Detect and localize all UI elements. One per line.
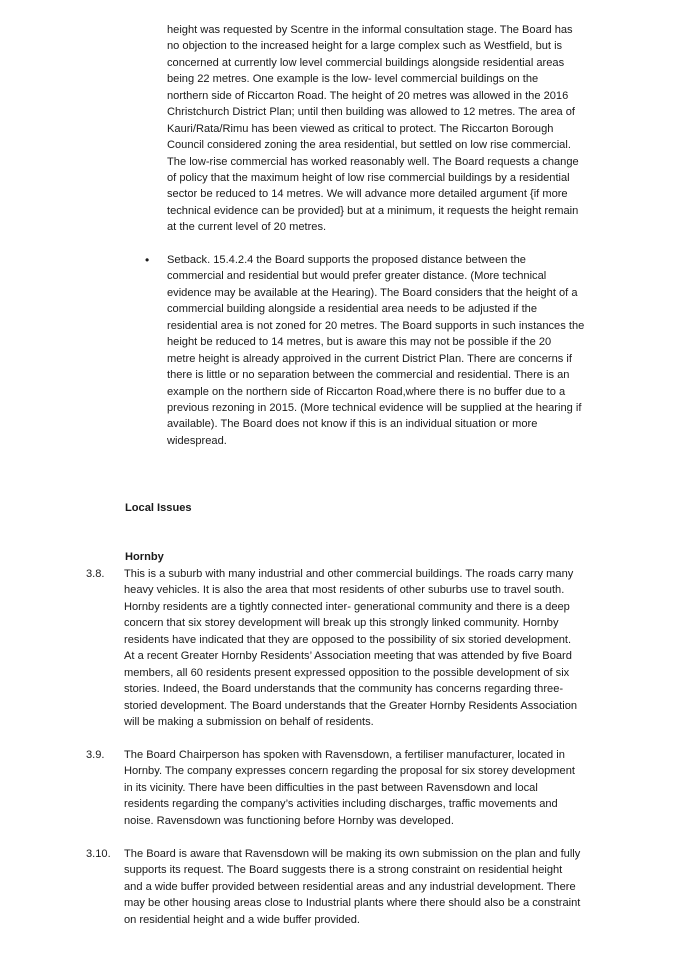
paragraph-line: northern side of Riccarton Road. The height of 20 metres was allowed in the 2016 xyxy=(167,89,569,102)
paragraph-line: may be other housing areas close to Industrial plants where there should also be a constraint xyxy=(124,897,581,910)
paragraph-line: At a recent Greater Hornby Residents’ Association meeting that was attended by five Board xyxy=(124,650,572,663)
paragraph-line: widespread. xyxy=(167,434,227,447)
paragraph-line: on residential height and a wide buffer provided. xyxy=(124,913,361,926)
paragraph-line: commercial building alongside a residential area needs to be adjusted if the xyxy=(167,303,538,316)
paragraph-line: Hornby. The company expresses concern regarding the proposal for six storey development xyxy=(124,765,575,778)
paragraph-line: heavy vehicles. It is also the area that most residents of other suburbs use to travel south. xyxy=(124,584,565,597)
paragraph-line: Council considered zoning the area residential, but settled on low rise commercial. xyxy=(167,139,571,152)
item-3-9-paragraph xyxy=(124,747,575,829)
paragraph-line: no objection to the increased height for a large complex such as Westfield, but is xyxy=(167,40,563,53)
subheading-hornby: Hornby xyxy=(125,551,164,563)
paragraph-line: concern that six storey development will break up this strongly linked community. Hornby xyxy=(124,617,559,630)
paragraph-line: being 22 metres. One example is the low- level commercial buildings on the xyxy=(167,73,539,86)
paragraph-line: The Board is aware that Ravensdown will be making its own submission on the plan and fully xyxy=(124,848,581,860)
paragraph-line: example on the northern side of Riccarton Road,where there is no buffer due to a xyxy=(167,385,566,398)
paragraph-line: technical evidence can be provided} but at a minimum, it requests the height remain xyxy=(167,204,579,217)
paragraph-line: concerned at currently low level commercial buildings alongside residential areas xyxy=(167,56,565,69)
paragraph-line: in its vicinity. There have been difficulties in the past between Ravensdown and local xyxy=(124,781,538,794)
paragraph-line: previous rezoning in 2015. (More technical evidence will be supplied at the hearing if xyxy=(167,401,582,414)
paragraph-line: This is a suburb with many industrial and other commercial buildings. The roads carry many xyxy=(124,568,574,580)
paragraph-line: at the current level of 20 metres. xyxy=(167,221,327,234)
paragraph-line: of policy that the maximum height of low rise commercial buildings by a residential xyxy=(167,171,570,184)
paragraph-line: and a wide buffer provided between residential areas and any industrial development. There xyxy=(124,880,576,893)
paragraph-line: height be reduced to 14 metres, but is aware this may not be possible if the 20 xyxy=(167,336,552,349)
paragraph-line: supports its request. The Board suggests there is a strong constraint on residential height xyxy=(124,864,563,877)
item-3-10-paragraph xyxy=(124,846,580,928)
paragraph-line: storied development. The Board understands that the Greater Hornby Residents Association xyxy=(124,699,578,712)
item-3-8-paragraph xyxy=(124,566,577,730)
paragraph-line: sector be reduced to 14 metres. We will advance more detailed argument {if more xyxy=(167,188,568,201)
paragraph-line: Kauri/Rata/Rimu has been viewed as critical to protect. The Riccarton Borough xyxy=(167,122,554,135)
item-number: 3.8. xyxy=(86,568,105,580)
paragraph-line: The Board Chairperson has spoken with Ravensdown, a fertiliser manufacturer, located in xyxy=(124,749,565,761)
paragraph-line: Hornby residents are a tightly connected inter- generational community and there is a deep xyxy=(124,600,570,613)
section-heading-local-issues: Local Issues xyxy=(125,502,192,514)
paragraph-line: metre height is already approived in the current District Plan. There are concerns if xyxy=(167,352,572,365)
paragraph-line: Christchurch District Plan; until then building was allowed to 12 metres. The area of xyxy=(167,106,575,119)
paragraph-line: residents have indicated that they are opposed to the possibility of six storied development. xyxy=(124,633,572,646)
paragraph-line: evidence may be available at the Hearing). The Board considers that the height of a xyxy=(167,286,578,299)
paragraph-line: commercial and residential but would prefer greater distance. (More technical xyxy=(167,270,547,283)
paragraph-line: members, all 60 residents present expressed opposition to the possible development of six xyxy=(124,666,570,679)
paragraph-line: Setback. 15.4.2.4 the Board supports the proposed distance between the xyxy=(167,254,526,266)
item-number: 3.10. xyxy=(86,848,111,860)
paragraph-line: residents regarding the company’s activities including discharges, traffic movements and xyxy=(124,798,558,811)
paragraph-line: noise. Ravensdown was functioning before Hornby was developed. xyxy=(124,814,454,827)
height-policy-paragraph xyxy=(167,22,579,236)
paragraph-line: will be making a submission on behalf of residents. xyxy=(124,715,374,728)
paragraph-line: available). The Board does not know if this is an individual situation or more xyxy=(167,418,538,431)
paragraph-line: there is little or no separation between the commercial and residential. There is an xyxy=(167,369,570,382)
item-number: 3.9. xyxy=(86,749,105,761)
paragraph-line: stories. Indeed, the Board understands that the community has concerns regarding three- xyxy=(124,683,564,696)
bullet-point: • xyxy=(145,253,150,267)
paragraph-line: residential area is not zoned for 20 metres. The Board supports in such instances the xyxy=(167,319,585,332)
paragraph-line: The low-rise commercial has worked reasonably well. The Board requests a change xyxy=(167,155,579,168)
paragraph-line: height was requested by Scentre in the informal consultation stage. The Board has xyxy=(167,24,573,36)
setback-bullet-paragraph xyxy=(167,252,584,449)
